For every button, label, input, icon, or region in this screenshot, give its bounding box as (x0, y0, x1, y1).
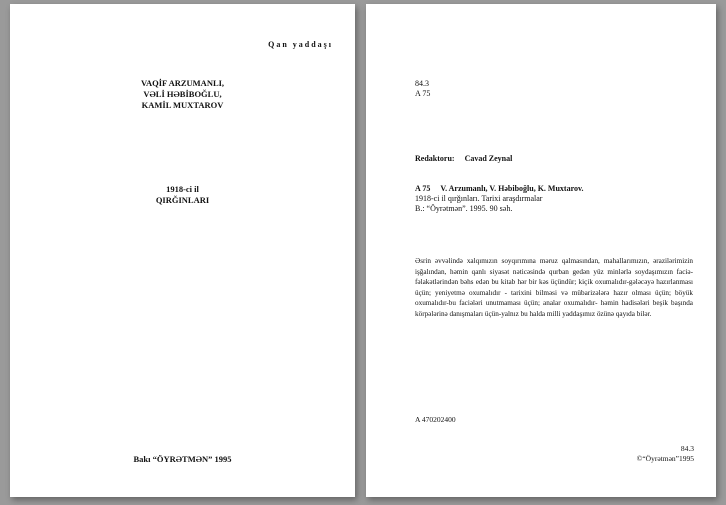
author-line: VƏLİ HƏBİBOĞLU, (143, 89, 222, 99)
author-line: KAMİL MUXTAROV (141, 100, 224, 110)
title-line: QIRĞINLARI (155, 195, 210, 205)
copyright-footer (637, 444, 694, 464)
footer-code: 84.3 (680, 444, 694, 453)
code-line: 84.3 (415, 79, 429, 88)
copyright-line: ©“Öyrətmən”1995 (636, 454, 694, 463)
biblio-title: 1918-ci il qırğınları. Tarixi araşdırmalar (415, 194, 543, 203)
editor-label: Redaktoru: (415, 154, 455, 163)
code-line: A 75 (415, 89, 431, 98)
publisher-imprint: Bakı “ÖYRƏTMƏN” 1995 (133, 454, 232, 464)
title-line: 1918-ci il (166, 184, 199, 194)
author-line: VAQİF ARZUMANLI, (140, 78, 225, 88)
editor-line (415, 154, 512, 163)
biblio-publication: B.: “Öyrətmən”. 1995. 90 səh. (415, 204, 513, 213)
authors-block (10, 78, 355, 111)
editor-name: Cavad Zeynal (464, 154, 513, 163)
series-title: Qan yaddaşı (268, 40, 333, 49)
right-page (366, 4, 716, 497)
bibliographic-record (415, 184, 584, 214)
biblio-authors: V. Arzumanlı, V. Həbiboğlu, K. Muxtarov. (440, 184, 584, 193)
left-page (10, 4, 355, 497)
biblio-code: A 75 (415, 184, 431, 193)
isbn-code: A 470202400 (415, 415, 456, 424)
classification-code (415, 79, 430, 99)
book-title (10, 184, 355, 206)
annotation-paragraph: Əsrin əvvəlində xalqımızın soyqırımına məruz qalmasından, mahallarımızın, ərazilərimizin işğalından, həmin qanlı siyasət nəticəsində qurban gedən yüz minlərlə soydaşımızın faciə-fəlakətlərindən bəhs edən bu kitab hər bir kəs üçündür; kiçik oxumalıdır-gələcəyə hazırlanması üçün; yeniyetmə oxumalıdır - tarixini bilməsi və mübarizələrə hazır olması üçün; böyük oxumalıdır-bu faciələri unutmaması üçün; analar oxumalıdır- həmin hadisələri beşik başında körpələrinə danışmaları üçün-yalnız bu halda milli yaddaşımız özünə qayıda bilər. (415, 257, 693, 318)
